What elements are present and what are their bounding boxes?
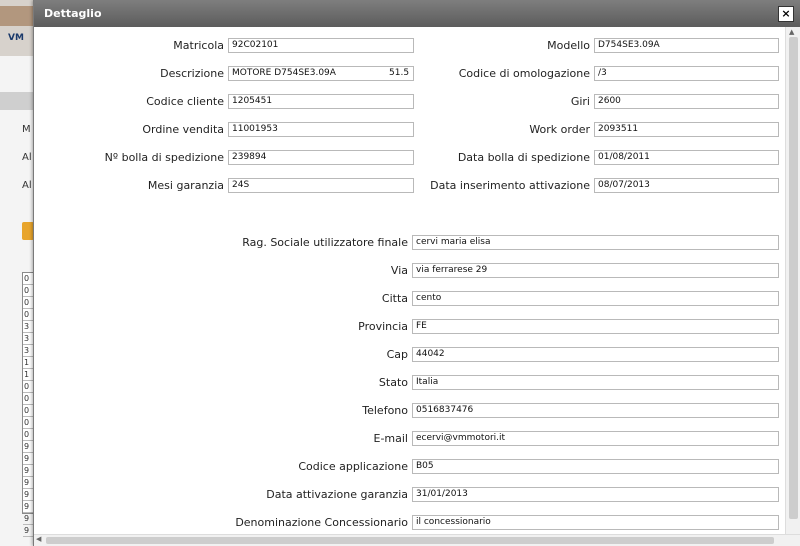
vertical-scrollbar[interactable] bbox=[785, 27, 800, 535]
field-value[interactable]: 31/01/2013 bbox=[412, 487, 779, 502]
vertical-scroll-thumb[interactable] bbox=[789, 37, 798, 519]
background-table-row: 3 bbox=[23, 321, 35, 333]
field-value[interactable]: 01/08/2011 bbox=[594, 150, 779, 165]
field-row-provincia bbox=[34, 320, 786, 336]
field-value[interactable]: 2093511 bbox=[594, 122, 779, 137]
field-label: Telefono bbox=[362, 404, 408, 417]
field-row-codice-applicazione bbox=[34, 460, 786, 476]
close-icon: × bbox=[781, 7, 791, 20]
background-table-row: 0 bbox=[23, 297, 35, 309]
dialog-titlebar[interactable] bbox=[34, 0, 800, 27]
field-value[interactable] bbox=[228, 66, 414, 81]
field-label: Via bbox=[390, 264, 408, 277]
field-label: Modello bbox=[547, 39, 590, 52]
field-value[interactable]: 1205451 bbox=[228, 94, 414, 109]
background-label: M bbox=[22, 124, 31, 135]
background-table-row: 1 bbox=[23, 357, 35, 369]
field-value-text: MOTORE D754SE3.09A bbox=[232, 68, 336, 78]
field-row-via bbox=[34, 264, 786, 280]
field-label: Codice applicazione bbox=[298, 460, 408, 473]
detail-dialog bbox=[33, 0, 800, 546]
horizontal-scrollbar[interactable] bbox=[34, 534, 800, 546]
background-label: Al bbox=[22, 152, 32, 163]
field-label: Giri bbox=[570, 95, 590, 108]
close-button[interactable] bbox=[778, 6, 794, 22]
field-label: Mesi garanzia bbox=[147, 179, 224, 192]
field-value[interactable]: 92C02101 bbox=[228, 38, 414, 53]
background-table-row: 0 bbox=[23, 417, 35, 429]
field-row-cap bbox=[34, 348, 786, 364]
field-value[interactable]: B05 bbox=[412, 459, 779, 474]
field-row-codice-cliente bbox=[34, 95, 786, 111]
field-label: Codice cliente bbox=[146, 95, 224, 108]
background-table-row: 9 bbox=[23, 465, 35, 477]
field-label: Data inserimento attivazione bbox=[430, 179, 590, 192]
field-label: Descrizione bbox=[160, 67, 224, 80]
field-value[interactable]: 0516837476 bbox=[412, 403, 779, 418]
field-row-data-attivazione bbox=[34, 488, 786, 504]
field-row-concessionario bbox=[34, 516, 786, 532]
logo-text: VM bbox=[8, 33, 24, 43]
background-table-row: 9 bbox=[23, 525, 35, 537]
field-label: Codice di omologazione bbox=[458, 67, 590, 80]
field-label: Rag. Sociale utilizzatore finale bbox=[242, 236, 408, 249]
background-table-row: 9 bbox=[23, 489, 35, 501]
background-table-row: 9 bbox=[23, 477, 35, 489]
background-table-row: 0 bbox=[23, 309, 35, 321]
field-row-matricola bbox=[34, 39, 786, 55]
dialog-title: Dettaglio bbox=[44, 7, 102, 20]
field-label: Ordine vendita bbox=[142, 123, 224, 136]
dialog-content bbox=[34, 27, 786, 535]
field-label: Matricola bbox=[173, 39, 224, 52]
field-value[interactable]: 11001953 bbox=[228, 122, 414, 137]
horizontal-scroll-thumb[interactable] bbox=[46, 537, 774, 544]
background-table-row: 0 bbox=[23, 381, 35, 393]
field-value-extra: 51.5 bbox=[389, 68, 410, 78]
logo-image bbox=[0, 6, 34, 26]
field-row-citta bbox=[34, 292, 786, 308]
field-value[interactable]: /3 bbox=[594, 66, 779, 81]
field-row-ordine-vendita bbox=[34, 123, 786, 139]
field-row-telefono bbox=[34, 404, 786, 420]
background-table-row: 3 bbox=[23, 345, 35, 357]
field-label: Stato bbox=[378, 376, 408, 389]
background-table-row: 1 bbox=[23, 369, 35, 381]
logo bbox=[0, 0, 34, 56]
background-table-row: 9 bbox=[23, 513, 35, 525]
field-label: Work order bbox=[529, 123, 590, 136]
field-label: Data attivazione garanzia bbox=[266, 488, 408, 501]
field-label: Nº bolla di spedizione bbox=[104, 151, 224, 164]
background-table-row: 0 bbox=[23, 273, 35, 285]
scroll-left-icon[interactable]: ◀ bbox=[36, 535, 42, 543]
background-table-row: 0 bbox=[23, 405, 35, 417]
scroll-up-icon[interactable]: ▲ bbox=[789, 28, 795, 36]
field-label: Citta bbox=[381, 292, 408, 305]
background-table-row: 9 bbox=[23, 441, 35, 453]
background-table-row: 0 bbox=[23, 285, 35, 297]
field-label: Data bolla di spedizione bbox=[457, 151, 590, 164]
field-row-bolla bbox=[34, 151, 786, 167]
field-row-ragione-sociale bbox=[34, 236, 786, 252]
field-value[interactable]: via ferrarese 29 bbox=[412, 263, 779, 278]
background-table-row: 9 bbox=[23, 453, 35, 465]
field-value[interactable]: ecervi@vmmotori.it bbox=[412, 431, 779, 446]
background-table-row: 9 bbox=[23, 501, 35, 513]
field-row-stato bbox=[34, 376, 786, 392]
field-value[interactable]: 2600 bbox=[594, 94, 779, 109]
background-band bbox=[0, 92, 34, 110]
field-value[interactable]: il concessionario bbox=[412, 515, 779, 530]
field-value[interactable]: Italia bbox=[412, 375, 779, 390]
field-label: Cap bbox=[386, 348, 408, 361]
field-value[interactable]: cervi maria elisa bbox=[412, 235, 779, 250]
field-row-descrizione bbox=[34, 67, 786, 83]
field-value[interactable]: 44042 bbox=[412, 347, 779, 362]
field-label: Provincia bbox=[358, 320, 408, 333]
background-page bbox=[0, 0, 34, 546]
field-label: E-mail bbox=[373, 432, 408, 445]
background-table-row: 3 bbox=[23, 333, 35, 345]
field-value[interactable]: 24S bbox=[228, 178, 414, 193]
background-table-row: 0 bbox=[23, 393, 35, 405]
background-table-row: 0 bbox=[23, 429, 35, 441]
field-value[interactable]: D754SE3.09A bbox=[594, 38, 779, 53]
field-value[interactable]: 08/07/2013 bbox=[594, 178, 779, 193]
field-row-email bbox=[34, 432, 786, 448]
field-row-mesi-garanzia bbox=[34, 179, 786, 195]
field-value[interactable]: FE bbox=[412, 319, 779, 334]
field-label: Denominazione Concessionario bbox=[235, 516, 408, 529]
field-value[interactable]: cento bbox=[412, 291, 779, 306]
field-value[interactable]: 239894 bbox=[228, 150, 414, 165]
background-label: Al bbox=[22, 180, 32, 191]
